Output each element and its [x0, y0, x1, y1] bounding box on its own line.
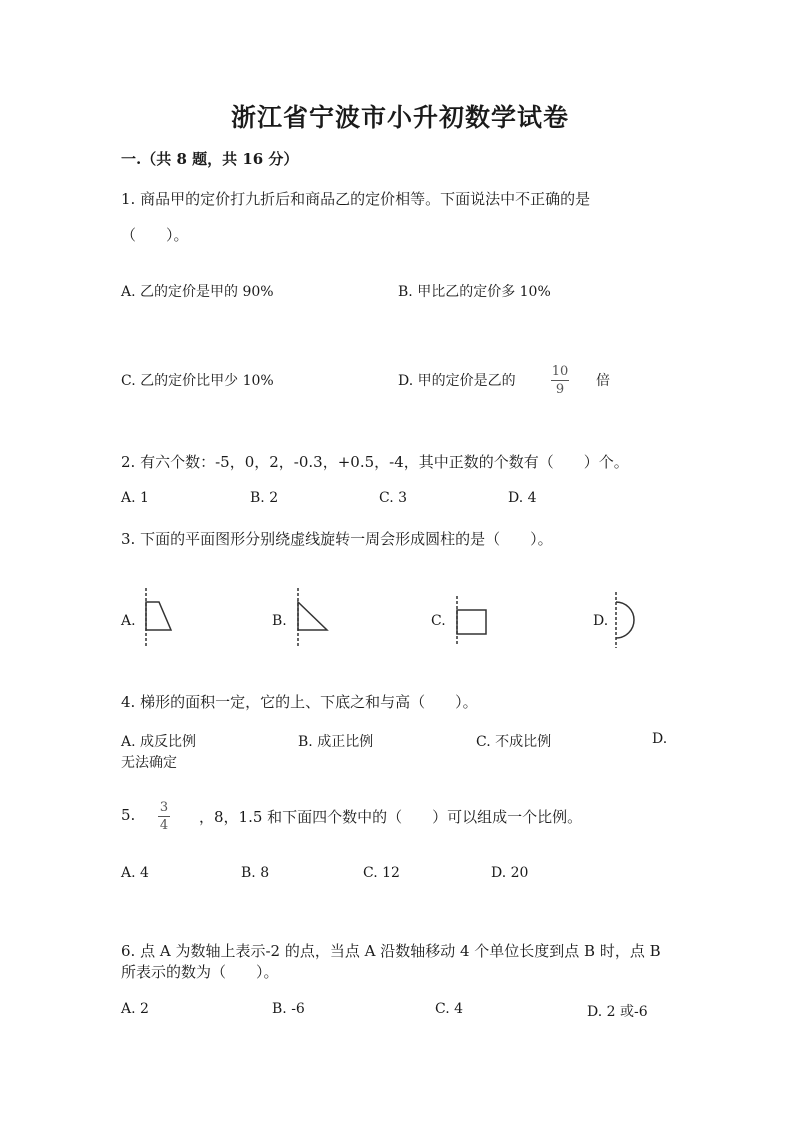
q3-figure-d-semicircle	[610, 592, 640, 648]
q1-stem-line1: 1. 商品甲的定价打九折后和商品乙的定价相等。下面说法中不正确的是	[121, 190, 591, 208]
q4-option-d-continued: 无法确定	[121, 755, 177, 771]
q1-option-c: C. 乙的定价比甲少 10%	[121, 373, 274, 389]
fraction-numerator: 10	[551, 364, 569, 379]
fraction-bar	[551, 380, 569, 381]
q2-stem: 2. 有六个数：-5，0，2，-0.3，+0.5，-4，其中正数的个数有（ ）个。	[121, 453, 629, 471]
q3-option-d: D.	[593, 613, 609, 629]
q5-number: 5.	[121, 806, 136, 824]
q3-figure-b-triangle	[293, 588, 333, 648]
q4-option-d: D.	[652, 731, 668, 747]
q6-option-d: D. 2 或-6	[587, 1004, 648, 1020]
q5-fraction	[158, 800, 170, 833]
q4-option-a: A. 成反比例	[121, 734, 197, 750]
q5-option-d: D. 20	[491, 865, 529, 881]
q3-option-c: C.	[431, 613, 446, 629]
q2-option-d: D. 4	[508, 490, 537, 506]
q6-option-a: A. 2	[121, 1001, 149, 1017]
q6-option-b: B. -6	[272, 1001, 305, 1017]
q4-option-c: C. 不成比例	[476, 734, 552, 750]
q5-option-a: A. 4	[121, 865, 149, 881]
q6-option-c: C. 4	[435, 1001, 464, 1017]
fraction-denominator: 4	[159, 818, 169, 833]
q1-option-d-prefix: D. 甲的定价是乙的	[398, 373, 516, 389]
fraction-bar	[158, 816, 170, 817]
exam-title: 浙江省宁波市小升初数学试卷	[230, 103, 569, 132]
q2-option-c: C. 3	[379, 490, 408, 506]
fraction-denominator: 9	[555, 382, 565, 397]
q1-option-a: A. 乙的定价是甲的 90%	[121, 284, 274, 300]
q1-option-d-suffix: 倍	[596, 373, 610, 389]
q4-stem: 4. 梯形的面积一定，它的上、下底之和与高（ ）。	[121, 693, 478, 711]
q3-figure-c-rectangle	[452, 596, 492, 646]
q3-stem: 3. 下面的平面图形分别绕虚线旋转一周会形成圆柱的是（ ）。	[121, 530, 553, 548]
section-header: 一.（共 8 题，共 16 分）	[121, 150, 299, 168]
q5-option-b: B. 8	[241, 865, 270, 881]
q2-option-a: A. 1	[121, 490, 149, 506]
q5-option-c: C. 12	[363, 865, 400, 881]
q3-option-a: A.	[121, 613, 136, 629]
q3-figure-a-trapezoid	[140, 588, 180, 648]
q1-stem-line2: （ ）。	[121, 226, 189, 244]
q1-option-b: B. 甲比乙的定价多 10%	[398, 284, 551, 300]
q4-option-b: B. 成正比例	[298, 734, 374, 750]
q3-option-b: B.	[272, 613, 287, 629]
q6-stem-line2: 所表示的数为（ ）。	[121, 963, 279, 981]
q2-option-b: B. 2	[250, 490, 279, 506]
q5-stem: ，8，1.5 和下面四个数中的（ ）可以组成一个比例。	[199, 808, 583, 826]
q6-stem-line1: 6. 点 A 为数轴上表示-2 的点，当点 A 沿数轴移动 4 个单位长度到点 B 时，点 B	[121, 942, 661, 960]
fraction-numerator: 3	[159, 800, 169, 815]
q1-option-d-fraction	[551, 364, 569, 397]
